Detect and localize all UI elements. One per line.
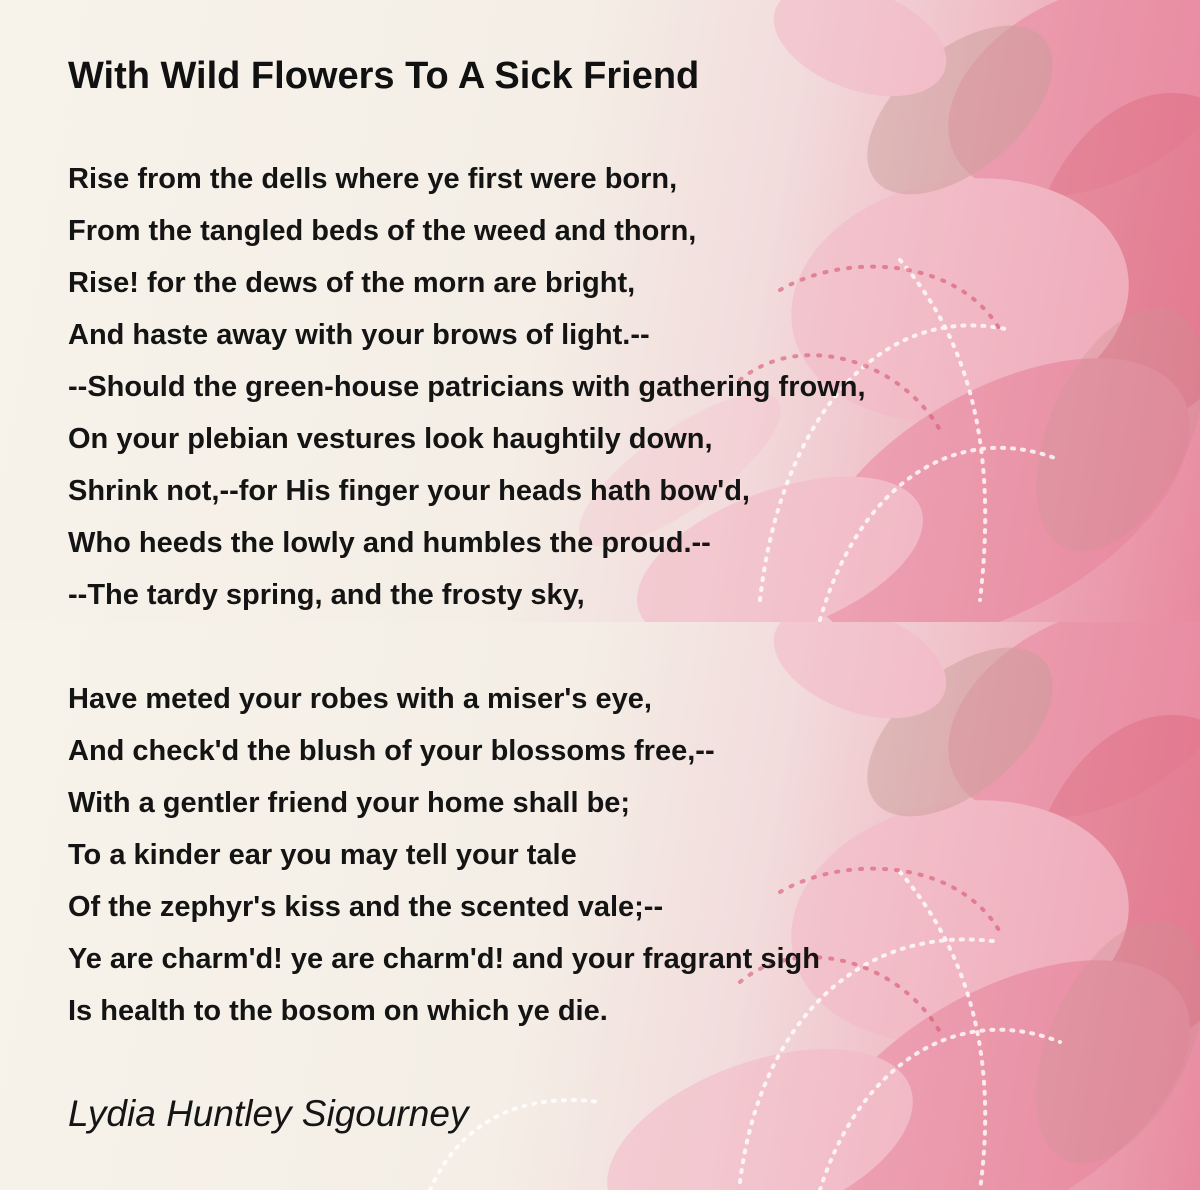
poem-line: And haste away with your brows of light.-- <box>68 319 650 351</box>
poem-line: And check'd the blush of your blossoms free,-- <box>68 735 715 767</box>
poem-author: Lydia Huntley Sigourney <box>68 1093 469 1134</box>
poem-line: Who heeds the lowly and humbles the proud.-- <box>68 527 711 559</box>
poem-line: Have meted your robes with a miser's eye, <box>68 683 652 715</box>
poem-title: With Wild Flowers To A Sick Friend <box>68 55 700 97</box>
poem-line: From the tangled beds of the weed and thorn, <box>68 215 697 247</box>
stanza-1 <box>68 153 866 621</box>
poem-line: Shrink not,--for His finger your heads hath bow'd, <box>68 475 750 507</box>
poem-line: Rise! for the dews of the morn are bright, <box>68 267 636 299</box>
poem-line: Is health to the bosom on which ye die. <box>68 995 608 1027</box>
poem-line: To a kinder ear you may tell your tale <box>68 839 577 871</box>
poem-line: Of the zephyr's kiss and the scented vale;-- <box>68 891 664 923</box>
poem-line: --The tardy spring, and the frosty sky, <box>68 579 585 611</box>
poem-line: Ye are charm'd! ye are charm'd! and your fragrant sigh <box>68 943 820 975</box>
poem-line: --Should the green-house patricians with gathering frown, <box>68 371 866 403</box>
stanza-2 <box>68 673 820 1037</box>
poem-line: With a gentler friend your home shall be; <box>68 787 631 819</box>
poem-line: Rise from the dells where ye first were born, <box>68 163 678 195</box>
poem-line: On your plebian vestures look haughtily down, <box>68 423 713 455</box>
